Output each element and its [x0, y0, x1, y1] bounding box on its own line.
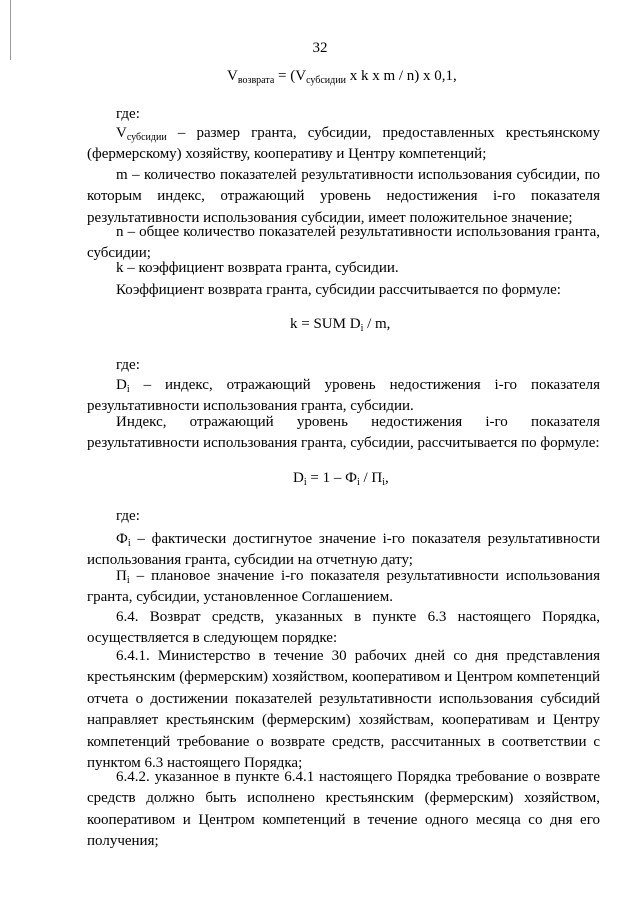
definition-p: $П_i$ – плановое значение i-го показателя результативности использования гранта, субсидии, установленное Соглашением. [87, 568, 600, 606]
definition-m: m – количество показателей результативности использования субсидии, по которым индекс, отражающий уровень недостижения i-го показателя результативности использования субсидии, имеет положительное значение; [87, 167, 600, 226]
index-intro: Индекс, отражающий уровень недостижения i-го показателя результативности использования гранта, субсидии, рассчитывается по формуле: [87, 414, 600, 452]
definition-d: $D_i$ – индекс, отражающий уровень недостижения i-го показателя результативности использования гранта, субсидии. [87, 377, 600, 415]
formula-index-d: $D_i = 1 - Ф_i / П_i$, [293, 470, 389, 488]
where-label-2: где: [116, 357, 140, 373]
definition-v-subsidy: $V_{субсидии}$ – размер гранта, субсидии, предоставленных крестьянскому (фермерскому) хозяйству, кооперативу и Центру компетенций; [87, 125, 600, 163]
paragraph-6-4-1: 6.4.1. Министерство в течение 30 рабочих дней со дня представления крестьянским (фермерским) хозяйством, кооперативом и Центром компетенций отчета о достижении показателей результативности использования субсидий направляет крестьянским (фермерским) хозяйствам, кооперативам и Центру компетенций требование о возврате средств, рассчитанных в соответствии с пунктом 6.3 настоящего Порядка; [87, 648, 600, 772]
definition-n: n – общее количество показателей результативности использования гранта, субсидии; [87, 224, 600, 262]
coefficient-intro: Коэффициент возврата гранта, субсидии рассчитывается по формуле: [116, 282, 561, 298]
where-label-1: где: [116, 106, 140, 122]
formula-return-volume: $V_{возврата} = (V_{субсидии}$ x k x m / n) x 0,1, [227, 68, 457, 86]
paragraph-6-4-2: 6.4.2. указанное в пункте 6.4.1 настоящего Порядка требование о возврате средств должно быть исполнено крестьянским (фермерским) хозяйством, кооперативом и Центром компетенций в течение одного месяца со дня его получения; [87, 769, 600, 850]
formula-coefficient-k: k = SUM $D_i$ / m, [290, 316, 391, 334]
definition-f: $Ф_i$ – фактически достигнутое значение i-го показателя результативности использования гранта, субсидии на отчетную дату; [87, 531, 600, 569]
definition-k: k – коэффициент возврата гранта, субсидии. [116, 260, 399, 276]
where-label-3: где: [116, 508, 140, 524]
paragraph-6-4: 6.4. Возврат средств, указанных в пункте 6.3 настоящего Порядка, осуществляется в следующем порядке: [87, 609, 600, 647]
page-number: 32 [312, 40, 328, 56]
